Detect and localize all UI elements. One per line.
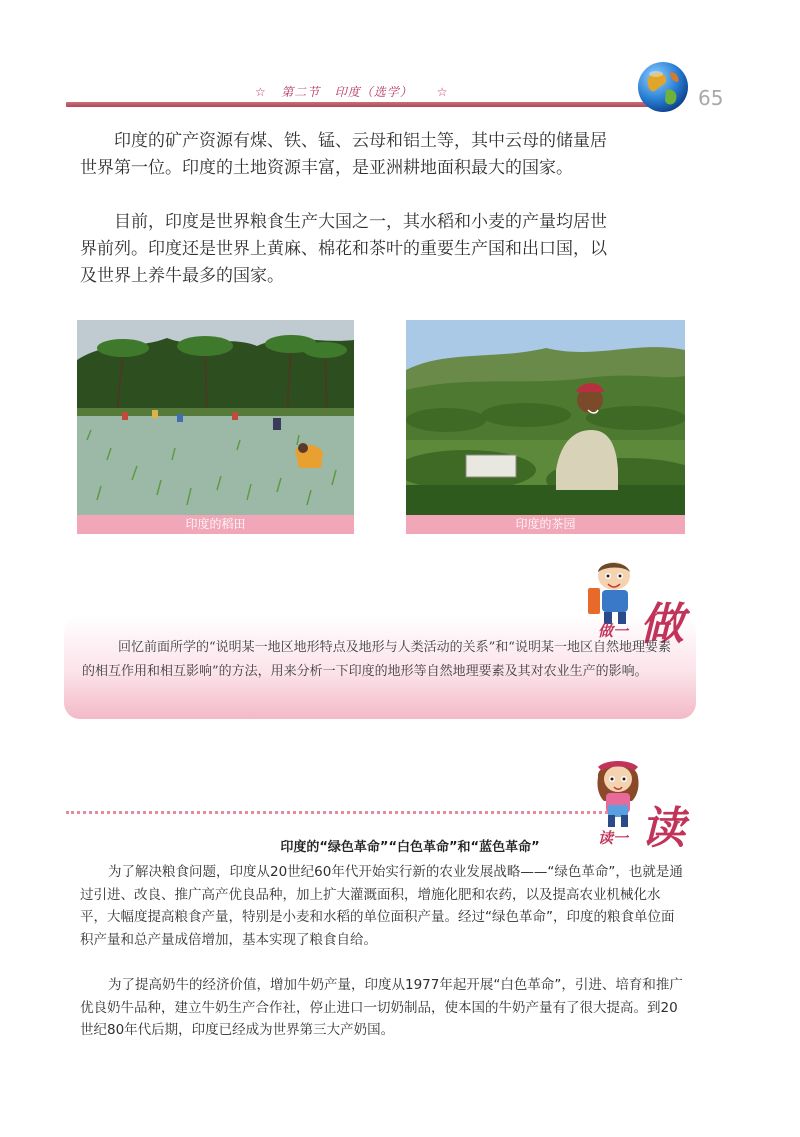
page-number: 65 <box>698 86 724 110</box>
star-icon: ☆ <box>255 85 267 99</box>
girl-mascot-icon <box>590 757 646 829</box>
rice-paddy-caption: 印度的稻田 <box>77 515 354 534</box>
reading-paragraph: 为了解决粮食问题，印度从20世纪60年代开始实行新的农业发展战略——“绿色革命”，也就是通过引进、改良、推广高产优良品种，加上扩大灌溉面积，增施化肥和农药，以及提高农业机械化水平，大幅度提高粮食产量，特别是小麦和水稻的单位面积产量。经过“绿色革命”，印度的粮食单位面积产量和总产量成倍增加，基本实现了粮食自给。 <box>80 864 683 948</box>
running-header <box>255 83 449 100</box>
read-one-badge-big: 读 <box>641 803 685 854</box>
dotted-divider <box>66 811 626 814</box>
do-one-badge-big: 做 <box>640 599 684 650</box>
activity-text: 回忆前面所学的“说明某一地区地形特点及地形与人类活动的关系”和“说明某一地区自然地理要素的相互作用和相互影响”的方法，用来分析一下印度的地形等自然地理要素及其对农业生产的影响。 <box>82 640 671 679</box>
globe-icon <box>636 60 690 114</box>
reading-title: 印度的“绿色革命”“白色革命”和“蓝色革命” <box>280 840 540 855</box>
do-one-badge-small: 做一 <box>598 622 629 640</box>
tea-garden-caption: 印度的茶园 <box>406 515 685 534</box>
rice-paddy-photo <box>77 320 354 515</box>
read-one-badge-small: 读一 <box>598 829 629 847</box>
body-paragraph: 目前，印度是世界粮食生产大国之一，其水稻和小麦的产量均居世界前列。印度还是世界上黄麻、棉花和茶叶的重要生产国和出口国，以及世界上养牛最多的国家。 <box>80 212 607 286</box>
tea-garden-photo <box>406 320 685 515</box>
star-icon: ☆ <box>436 85 449 99</box>
boy-mascot-icon <box>582 558 642 628</box>
header-rule <box>66 102 672 107</box>
reading-paragraph: 为了提高奶牛的经济价值，增加牛奶产量，印度从1977年起开展“白色革命”，引进、培育和推广优良奶牛品种，建立牛奶生产合作社，停止进口一切奶制品，使本国的牛奶产量有了很大提高。到20世纪80年代后期，印度已经成为世界第三大产奶国。 <box>80 977 683 1038</box>
section-label: 第二节 <box>281 85 321 99</box>
body-paragraph: 印度的矿产资源有煤、铁、锰、云母和铝土等，其中云母的储量居世界第一位。印度的土地资源丰富，是亚洲耕地面积最大的国家。 <box>80 131 607 178</box>
chapter-title: 印度（选学） <box>334 85 413 99</box>
